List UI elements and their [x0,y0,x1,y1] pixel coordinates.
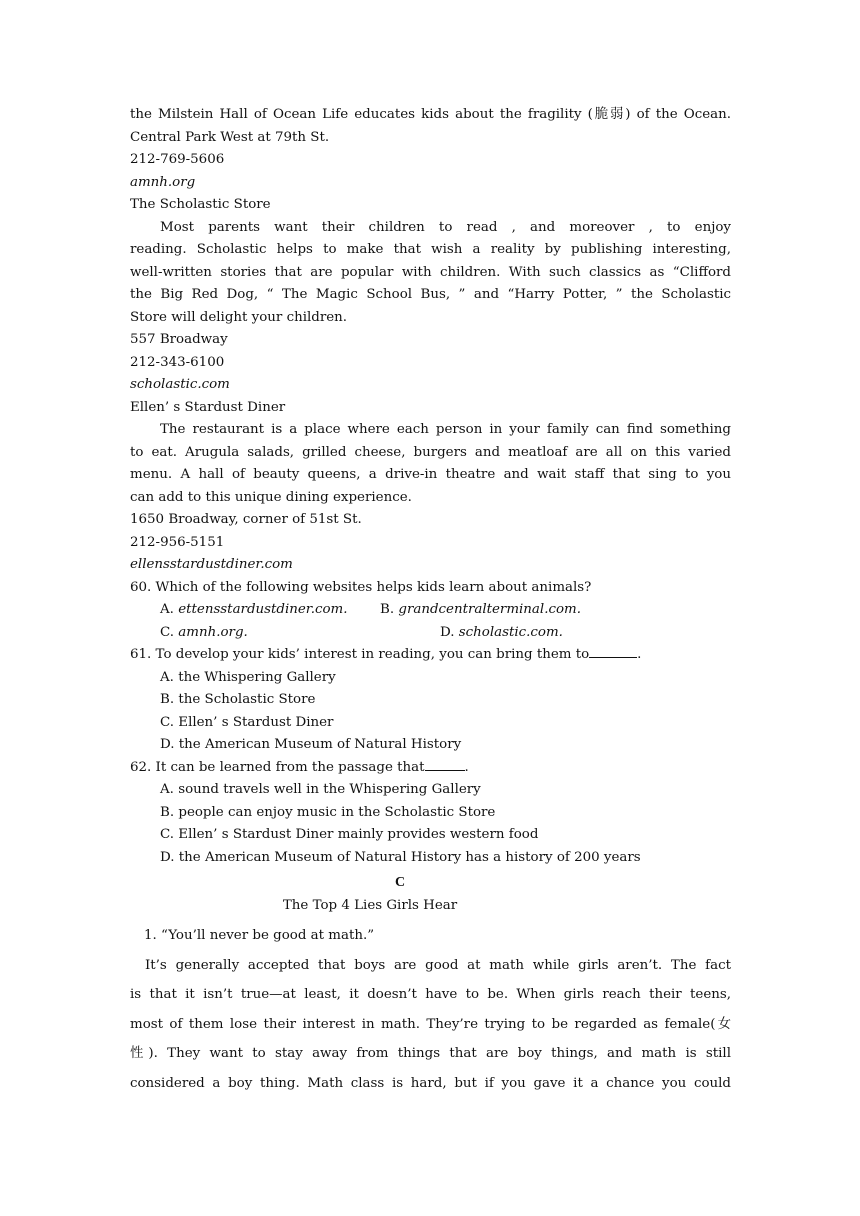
diner-website: ellensstardustdiner.com [130,557,293,572]
point-heading: 1. “You’ll never be good at math.” [144,928,375,943]
option-text: scholastic.com. [458,624,563,640]
option-text: the American Museum of Natural History [178,737,462,752]
museum-description: the Milstein Hall of Ocean Life educates kids about the fragility (脆弱) of the Ocean. [130,107,731,122]
diner-line: to eat. Arugula salads, grilled cheese, burgers and meatloaf are all on this varied [130,444,731,460]
question-60-options-row1 [130,599,731,622]
document-page [130,104,731,1098]
stem-end: . [464,759,469,775]
scholastic-website: scholastic.com [130,377,230,392]
scholastic-phone: 212-343-6100 [130,354,225,370]
museum-website: amnh.org [130,174,196,190]
stem-text: 62. It can be learned from the passage that [130,759,425,775]
passage-title: The Top 4 Lies Girls Hear [282,897,458,913]
option-text: ettensstardustdiner.com. [178,602,348,617]
option-letter: B. [380,602,395,617]
section-letter: C [394,875,406,890]
option-letter: C. [160,714,175,730]
question-60-options-row2 [130,622,731,645]
option-c[interactable] [130,712,731,735]
answer-blank[interactable] [589,645,637,658]
option-a[interactable] [160,599,380,622]
option-letter: C. [160,624,175,640]
option-text: the Whispering Gallery [178,669,336,685]
option-text: Ellen’ s Stardust Diner mainly provides western food [178,827,539,842]
option-letter: B. [160,692,175,707]
passage-line: considered a boy thing. Math class is hard, but if you gave it a chance you could [130,1075,731,1091]
diner-line: The restaurant is a place where each person in your family can find something [160,422,731,437]
option-letter: A. [160,669,174,685]
option-c[interactable] [160,622,440,645]
stem-end: . [637,647,642,662]
stem-text: 61. To develop your kids’ interest in reading, you can bring them to [130,647,590,662]
diner-line: menu. A hall of beauty queens, a drive-in theatre and wait staff that sing to you [130,467,731,482]
diner-phone: 212-956-5151 [130,534,225,550]
option-text: the American Museum of Natural History has a history of 200 years [178,849,641,865]
scholastic-line: the Big Red Dog, “ The Magic School Bus, ” and “Harry Potter, ” the Scholastic [130,287,731,302]
question-62-stem [130,757,731,780]
museum-address: Central Park West at 79th St. [130,129,330,145]
option-letter: C. [160,827,175,842]
passage-line: most of them lose their interest in math. They’re trying to be regarded as female(女 [130,1016,731,1032]
museum-phone: 212-769-5606 [130,152,225,167]
option-b[interactable] [130,802,731,825]
option-letter: D. [160,849,175,865]
option-b[interactable] [130,689,731,712]
passage-line: is that it isn’t true—at least, it doesn’t have to be. When girls reach their teens, [130,987,731,1002]
option-text: the Scholastic Store [178,692,316,707]
option-letter: D. [160,737,175,752]
question-60-stem: 60. Which of the following websites helps kids learn about animals? [130,579,592,595]
option-text: people can enjoy music in the Scholastic Store [178,804,496,820]
passage-c-body [130,921,731,1098]
option-d[interactable] [130,734,731,757]
option-a[interactable] [130,667,731,690]
scholastic-line: Store will delight your children. [130,309,348,325]
diner-address: 1650 Broadway, corner of 51st St. [130,512,362,527]
scholastic-name: The Scholastic Store [130,197,271,212]
answer-blank[interactable] [425,758,465,771]
option-letter: B. [160,804,175,820]
option-c[interactable] [130,824,731,847]
passage-line: It’s generally accepted that boys are good at math while girls aren’t. The fact [145,957,731,973]
option-text: sound travels well in the Whispering Gallery [178,782,481,797]
question-61-stem [130,644,731,667]
diner-line: can add to this unique dining experience. [130,489,412,505]
diner-name: Ellen’ s Stardust Diner [130,399,286,415]
scholastic-line: reading. Scholastic helps to make that wish a reality by publishing interesting, [130,242,731,257]
option-d[interactable] [440,622,563,645]
option-text: amnh.org. [178,624,248,640]
option-letter: A. [160,602,174,617]
scholastic-line: Most parents want their children to read , and moreover , to enjoy [160,219,731,235]
option-text: Ellen’ s Stardust Diner [178,714,334,730]
passage-line: 性). They want to stay away from things that are boy things, and math is still [130,1046,731,1061]
option-a[interactable] [130,779,731,802]
option-letter: A. [160,782,174,797]
scholastic-line: well-written stories that are popular with children. With such classics as “Clifford [130,264,731,280]
option-b[interactable] [380,599,581,622]
option-text: grandcentralterminal.com. [398,602,581,617]
option-d[interactable] [130,847,731,870]
scholastic-address: 557 Broadway [130,332,228,347]
option-letter: D. [440,624,455,640]
